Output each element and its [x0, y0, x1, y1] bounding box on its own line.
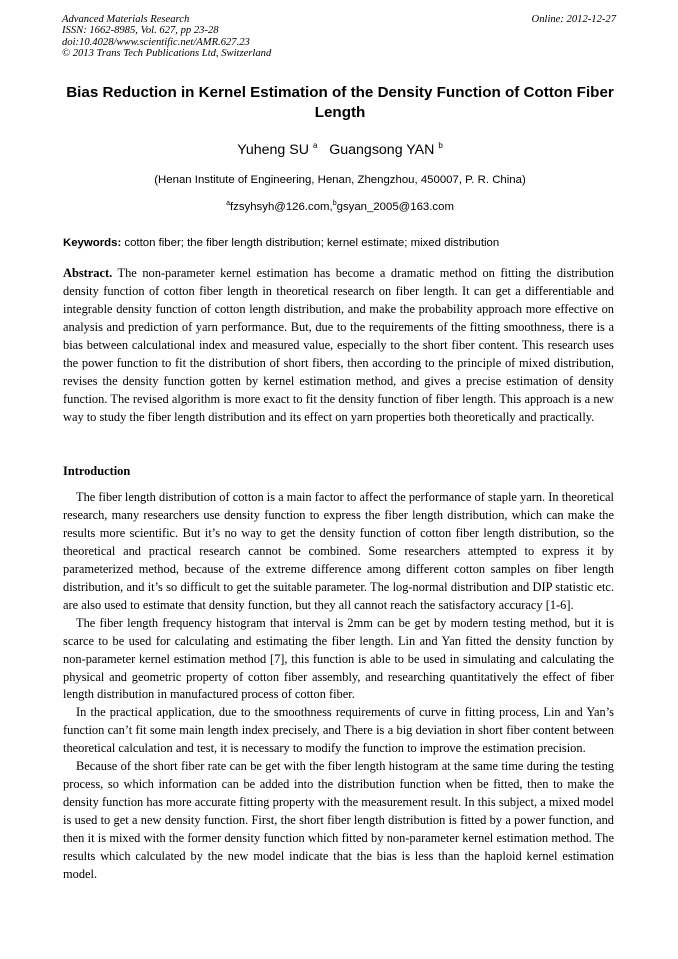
author-name: Yuheng SU: [237, 142, 309, 158]
email-address[interactable]: fzsyhsyh@126.com,: [229, 201, 333, 213]
introduction-body: [63, 489, 614, 884]
author-mark: a: [312, 141, 318, 150]
abstract-text: The non-parameter kernel estimation has become a dramatic method on fitting the distribution density function of cotton fiber length in theoretical research on fiber length. It can get a differentiable and integrable density function of cotton length distribution, and make the probability approach more effective on analysis and prediction of yarn performance. But, due to the requirements of the fitting smoothness, there is a bias between calculational index and measured value, especially to the short fiber content. This research uses the power function to fit the distribution of short fibers, then according to the principle of mixed distribution, revises the density function gotten by kernel estimation method, and gives a precise estimation of density function. The revised algorithm is more exact to fit the density function of fiber length. This approach is a new way to study the fiber length distribution and its effect on yarn properties both theoretically and practically.: [63, 266, 614, 424]
email-mark: a: [226, 200, 230, 207]
email-address[interactable]: gsyan_2005@163.com: [336, 201, 454, 213]
author-list: [60, 137, 620, 159]
author-mark: b: [438, 141, 443, 150]
paragraph: The fiber length frequency histogram that interval is 2mm can be get by modern testing method, but it is scarce to be used for calculating and estimating the fiber length. Lin and Yan fitted the density function by non-parameter kernel estimation method [7], this function is able to be used in simulating and calculating the physical and geometric property of cotton fiber assembly, and researching quantitatively the effect of fiber length distribution in manufactured process of cotton fiber.: [63, 615, 614, 702]
author-name: Guangsong YAN: [329, 142, 435, 158]
paragraph: Because of the short fiber rate can be get with the fiber length histogram at the same time during the testing process, so which information can be added into the distribution function when be fitted, then to make the density function has more accurate fitting property with the measurement result. In this subject, a mixed model is used to get a new density function. First, the short fiber length distribution is fitted by a power function, and then it is mixed with the former density function which fitted by non-parameter kernel estimation method. The results which calculated by the new model indicate that the bias is less than the haploid kernel estimation model.: [63, 759, 614, 882]
paper-title: Bias Reduction in Kernel Estimation of the Density Function of Cotton Fiber Length: [66, 84, 614, 121]
abstract: [63, 265, 614, 427]
author-emails: [60, 197, 620, 214]
online-date: Online: 2012-12-27: [531, 14, 616, 25]
copyright-notice: © 2013 Trans Tech Publications Ltd, Switzerland: [62, 48, 272, 60]
keywords: [63, 236, 623, 250]
issn-info: ISSN: 1662-8985, Vol. 627, pp 23-28: [62, 25, 219, 37]
doi-link[interactable]: doi:10.4028/www.scientific.net/AMR.627.23: [62, 36, 250, 48]
abstract-label: Abstract.: [63, 266, 113, 280]
keywords-label: Keywords:: [63, 237, 122, 249]
section-heading-introduction: Introduction: [63, 464, 131, 478]
paragraph: The fiber length distribution of cotton is a main factor to affect the performance of staple yarn. In theoretical research, many researchers use density function to express the fiber length distribution, which can make the results more scientific. But it’s no way to get the density function of cotton fiber length distribution, so the theoretical and practical research cannot be combined. Some researchers attempted to express it by parameterized method, because of the extreme difference among different cotton samples on fiber length distribution, and it’s so difficult to get the suitable parameter. The log-normal distribution and DIP statistic etc. are also used to estimate that density function, but they all cannot reach the satisfactory accuracy [1-6].: [63, 490, 614, 612]
paragraph: In the practical application, due to the smoothness requirements of curve in fitting process, Lin and Yan’s function can’t fit some main length index precisely, and There is a big deviation in short fiber content between theoretical calculation and test, it is necessary to modify the function to improve the estimation precision.: [63, 705, 614, 756]
journal-header: [62, 14, 271, 60]
keywords-text: cotton fiber; the fiber length distribution; kernel estimate; mixed distribution: [124, 237, 500, 249]
email-mark: b: [332, 200, 337, 207]
affiliation: (Henan Institute of Engineering, Henan, Zhengzhou, 450007, P. R. China): [154, 174, 526, 186]
journal-name: Advanced Materials Research: [62, 14, 190, 25]
